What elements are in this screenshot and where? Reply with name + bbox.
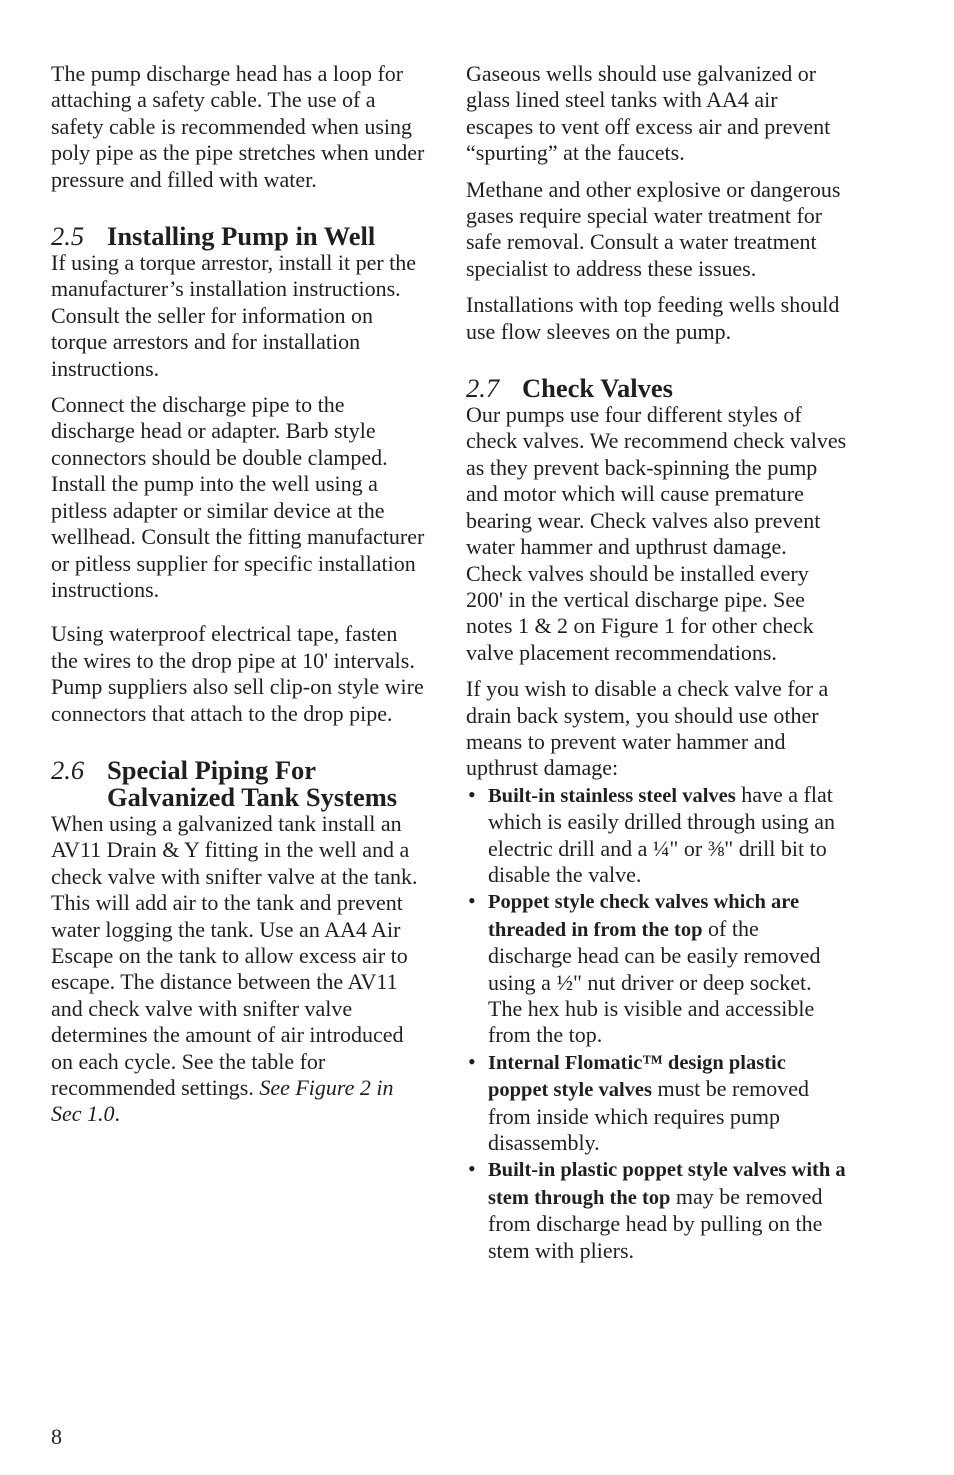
section-number: 2.6 (51, 754, 85, 785)
left-column (51, 61, 429, 1138)
paragraph-electrical-tape: Using waterproof electrical tape, fasten the wires to the drop pipe at 10' intervals. Pump suppliers also sell clip-on style wire connectors that attach to the drop pipe. (51, 621, 424, 726)
paragraph-gaseous-wells: Gaseous wells should use galvanized or glass lined steel tanks with AA4 air escapes to vent off excess air and prevent “spurting” at the faucets. (466, 61, 831, 166)
list-item-text: must be removed from inside which requires pump disassembly. (488, 1076, 810, 1156)
paragraph-methane: Methane and other explosive or dangerous gases require special water treatment for safe removal. Consult a water treatment specialist to address these issues. (466, 176, 841, 281)
list-item-lead: Built-in plastic poppet style valves with a stem through the top (488, 1159, 846, 1209)
page-number: 8 (51, 1424, 62, 1449)
paragraph-discharge-pipe: Connect the discharge pipe to the discharge head or adapter. Barb style connectors should be double clamped. Install the pump into the well using a pitless adapter or similar device at the wellhead. Consult the fitting manufacturer or pitless supplier for specific installation instructions. (51, 392, 425, 602)
figure-reference: See Figure 2 in Sec 1.0 (51, 1075, 394, 1127)
bullet-marker: • (468, 1048, 476, 1074)
bullet-marker: • (468, 1156, 476, 1182)
right-column (466, 61, 848, 1264)
list-item-text: have a flat which is easily drilled through using an electric drill and a ¼" or ⅜" drill bit to disable the valve. (488, 781, 836, 887)
list-item (466, 1156, 848, 1264)
section-heading-2-6 (51, 754, 429, 812)
paragraph-check-valve-styles: Our pumps use four different styles of check valves. We recommend check valves as they prevent back-spinning the pump and motor which will cause premature bearing wear. Check valves also prevent water hammer and upthrust damage. Check valves should be installed every 200' in the vertical discharge pipe. See notes 1 & 2 on Figure 1 for other check valve placement recommendations. (466, 402, 847, 665)
bullet-marker: • (468, 781, 476, 807)
section-heading-2-5 (51, 223, 429, 250)
list-item (466, 782, 848, 889)
list-item-text: may be removed from discharge head by pulling on the stem with pliers. (488, 1183, 823, 1263)
list-item-lead: Built-in stainless steel valves (488, 784, 736, 807)
list-item-lead: Poppet style check valves which are threaded in from the top (488, 891, 800, 941)
list-item-lead: Internal Flomatic™ design plastic poppet style valves (488, 1051, 786, 1102)
paragraph-end: . (114, 1101, 121, 1127)
paragraph-torque-arrestor: If using a torque arrestor, install it per the manufacturer’s installation instructions. Consult the seller for information on torque arrestors and for installation instructions. (51, 250, 417, 381)
check-valve-list (466, 782, 848, 1264)
section-title: Installing Pump in Well (107, 221, 376, 252)
paragraph-text: When using a galvanized tank install an AV11 Drain & Y fitting in the well and a check valve with snifter valve at the tank. This will add air to the tank and prevent water logging the tank. Use an AA4 Air Escape on the tank to allow excess air to escape. The distance between the AV11 and check valve with snifter valve determines the amount of air introduced on each cycle. See the table for recommended settings. (51, 810, 418, 1100)
section-title: Check Valves (522, 373, 673, 404)
paragraph-safety-cable: The pump discharge head has a loop for attaching a safety cable. The use of a safety cable is recommended when using poly pipe as the pipe stretches when under pressure and filled with water. (51, 61, 425, 192)
paragraph-galvanized-tank (51, 811, 429, 1128)
list-item (466, 888, 848, 1048)
paragraph-flow-sleeves: Installations with top feeding wells should use flow sleeves on the pump. (466, 292, 840, 344)
paragraph-disable-check-valve: If you wish to disable a check valve for a drain back system, you should use other means to prevent water hammer and upthrust damage: (466, 676, 829, 781)
section-number: 2.7 (466, 373, 500, 404)
list-item-text: of the discharge head can be easily removed using a ½" nut driver or deep socket. The hex hub is visible and accessible from the top. (488, 915, 821, 1048)
list-item (466, 1049, 848, 1157)
bullet-marker: • (468, 888, 476, 914)
section-number: 2.5 (51, 221, 85, 252)
section-heading-2-7 (466, 375, 848, 402)
section-title: Special Piping For Galvanized Tank Systems (107, 754, 398, 812)
